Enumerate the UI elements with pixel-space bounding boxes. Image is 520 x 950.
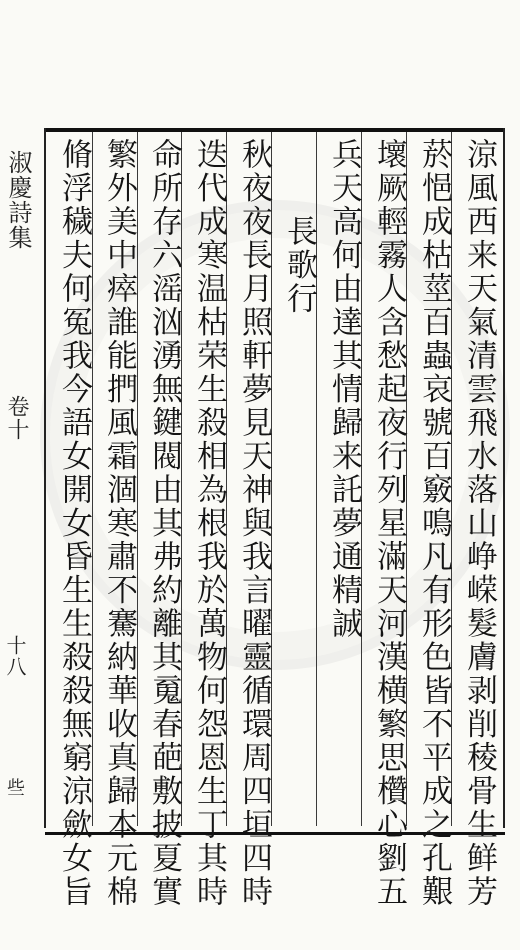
margin-book-title: 淑慶詩集: [4, 150, 32, 250]
frame-left-border: [44, 128, 46, 828]
text-column-6: 秋夜夜長月照軒夢見天神與我言曜靈循環周四垣四時: [236, 138, 272, 909]
poem-title: 長歌行: [281, 215, 317, 316]
text-column-1: 涼風西来天氣清雲飛水落山峥嵘髮膚剥削稜骨生鲜芳: [461, 138, 497, 909]
text-column-10: 脩浮穢夫何冤我今語女開女昏生生殺殺無窮涼歛女旨: [56, 138, 92, 909]
text-column-4: 兵天高何由達其情歸来託夢通精誠: [326, 138, 362, 641]
text-column-7: 迭代成寒温枯荣生殺相為根我於萬物何怨恩生丁其時: [191, 138, 227, 909]
text-column-8: 命所存六滛汹湧無鍵閥由其弗約離其䰟春葩敷披夏實: [146, 138, 182, 909]
text-column-9: 繁外美中瘁誰能捫風霜涸寒肅不騫納華收真歸本元棉: [101, 138, 137, 909]
text-column-3: 壞厥輕霧人含愁起夜行列星滿天河漢横繁思欑心劉五: [371, 138, 407, 909]
frame-right-border: [503, 128, 505, 828]
text-column-2: 菸悒成枯莖百蟲哀號百竅鳴凡有形色皆不平成之孔艱: [416, 138, 452, 909]
margin-volume: 卷十: [4, 395, 29, 441]
margin-page-number: 十八: [3, 635, 27, 677]
margin-folio-mark: 些: [4, 778, 25, 797]
